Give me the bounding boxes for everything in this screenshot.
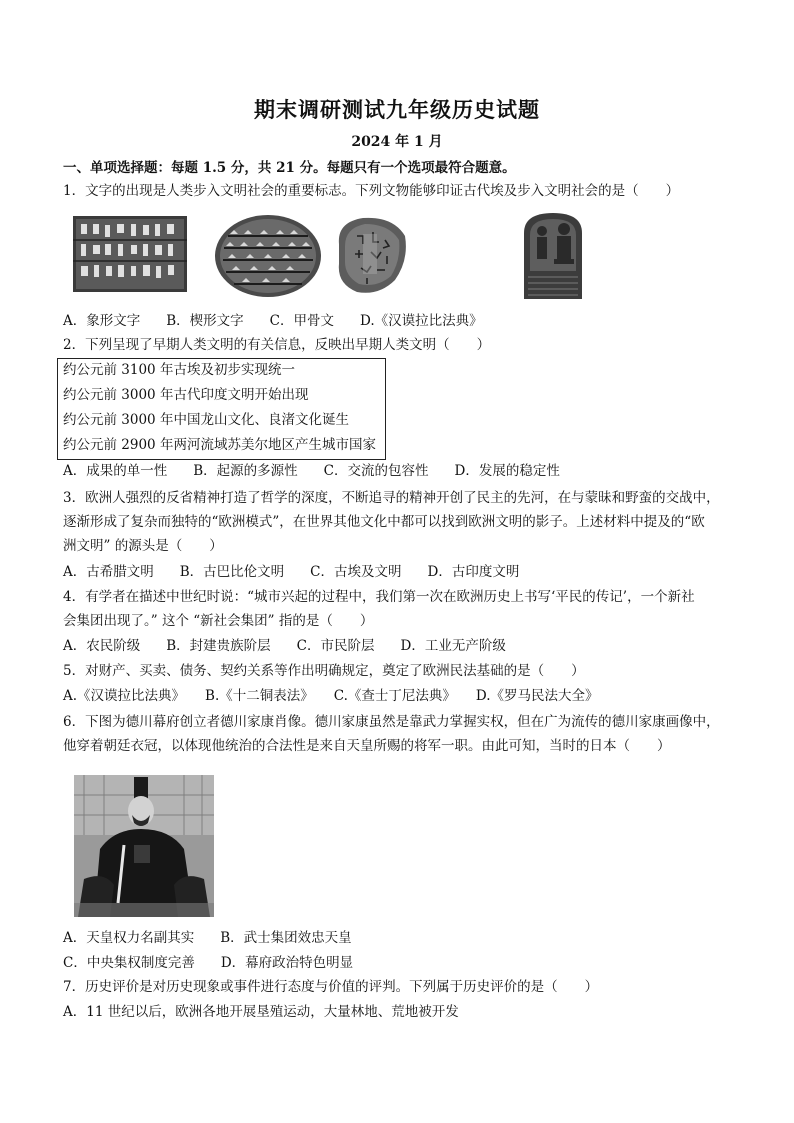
question-4-stem-line-2: 会集团出现了。” 这个 “新社会集团” 指的是（ ） — [63, 613, 374, 629]
q1-option-a: A．象形文字 — [63, 313, 141, 329]
timeline-entry: 约公元前 3000 年古代印度文明开始出现 — [63, 387, 309, 403]
question-6-stem-line-1: 6．下图为德川幕府创立者德川家康肖像。德川家康虽然是靠武力掌握实权，但在广为流传的德川家康画像中， — [63, 714, 720, 730]
q3-option-d: D．古印度文明 — [427, 564, 520, 580]
timeline-entry: 约公元前 3100 年古埃及初步实现统一 — [63, 362, 295, 378]
question-4-stem-line-1: 4．有学者在描述中世纪时说：“城市兴起的过程中，我们第一次在欧洲历史上书写‘平民的传记’，一个新社 — [63, 589, 695, 605]
oracle-bone-photo — [333, 214, 409, 296]
q2-option-d: D．发展的稳定性 — [454, 463, 560, 479]
q3-option-b: B．古巴比伦文明 — [179, 564, 285, 580]
q6-option-c: C．中央集权制度完善 — [63, 955, 195, 971]
q6-option-d: D．幕府政治特色明显 — [220, 955, 354, 971]
q3-option-a: A．古希腊文明 — [63, 564, 154, 580]
question-6-options-row-2 — [63, 953, 379, 973]
question-7-stem: 7．历史评价是对历史现象或事件进行态度与价值的评判。下列属于历史评价的是（ ） — [63, 979, 599, 995]
question-6-stem-line-2: 他穿着朝廷衣冠，以体现他统治的合法性是来自天皇所赐的将军一职。由此可知，当时的日本（ ） — [63, 738, 671, 754]
q1-option-d: D.《汉谟拉比法典》 — [360, 313, 483, 329]
hammurabi-stele-photo — [510, 211, 596, 299]
q4-option-c: C．市民阶层 — [296, 638, 375, 654]
q5-option-c: C.《查士丁尼法典》 — [333, 688, 456, 704]
q1-option-c: C．甲骨文 — [269, 313, 335, 329]
question-4-options — [63, 636, 532, 656]
timeline-entry: 约公元前 2900 年两河流域苏美尔地区产生城市国家 — [63, 437, 376, 453]
q2-option-b: B．起源的多源性 — [193, 463, 298, 479]
question-2-stem: 2．下列呈现了早期人类文明的有关信息，反映出早期人类文明（ ） — [63, 337, 491, 353]
egyptian-hieroglyph-photo — [73, 216, 187, 292]
question-5-options — [63, 686, 619, 706]
q4-option-a: A．农民阶级 — [63, 638, 141, 654]
q7-option-a: A．11 世纪以后，欧洲各地开展垦殖运动，大量林地、荒地被开发 — [63, 1004, 459, 1020]
q3-option-c: C．古埃及文明 — [310, 564, 402, 580]
question-3-stem-line-1: 3．欧洲人强烈的反省精神打造了哲学的深度，不断追寻的精神开创了民主的先河，在与蒙昧和野蛮的交战中， — [63, 490, 720, 506]
q4-option-d: D．工业无产阶级 — [400, 638, 506, 654]
exam-date: 2024 年 1 月 — [351, 134, 443, 150]
tokugawa-ieyasu-portrait — [74, 775, 214, 917]
question-2-timeline-box — [57, 358, 386, 460]
cuneiform-tablet-photo — [214, 214, 322, 298]
question-6-options-row-1 — [63, 928, 378, 948]
question-5-stem: 5．对财产、买卖、债务、契约关系等作出明确规定，奠定了欧洲民法基础的是（ ） — [63, 663, 585, 679]
question-2-options — [63, 461, 586, 481]
q6-option-b: B．武士集团效忠天皇 — [220, 930, 352, 946]
question-3-stem-line-3: 洲文明” 的源头是（ ） — [63, 538, 223, 554]
question-1-options — [63, 311, 509, 331]
section-heading: 一、单项选择题：每题 1.5 分，共 21 分。每题只有一个选项最符合题意。 — [63, 160, 516, 176]
q2-option-c: C．交流的包容性 — [323, 463, 429, 479]
q5-option-a: A.《汉谟拉比法典》 — [63, 688, 186, 704]
question-1-stem: 1．文字的出现是人类步入文明社会的重要标志。下列文物能够印证古代埃及步入文明社会的是（ ） — [63, 183, 680, 199]
question-3-stem-line-2: 逐渐形成了复杂而独特的“欧洲模式”，在世界其他文化中都可以找到欧洲文明的影子。上述材料中提及的“欧 — [63, 514, 705, 530]
q6-option-a: A．天皇权力名副其实 — [63, 930, 195, 946]
exam-title: 期末调研测试九年级历史试题 — [254, 97, 540, 122]
timeline-entry: 约公元前 3000 年中国龙山文化、良渚文化诞生 — [63, 412, 349, 428]
q4-option-b: B．封建贵族阶层 — [166, 638, 271, 654]
q2-option-a: A．成果的单一性 — [63, 463, 168, 479]
q5-option-b: B.《十二铜表法》 — [205, 688, 314, 704]
question-3-options — [63, 562, 545, 582]
q1-option-b: B．楔形文字 — [166, 313, 244, 329]
q5-option-d: D.《罗马民法大全》 — [475, 688, 599, 704]
